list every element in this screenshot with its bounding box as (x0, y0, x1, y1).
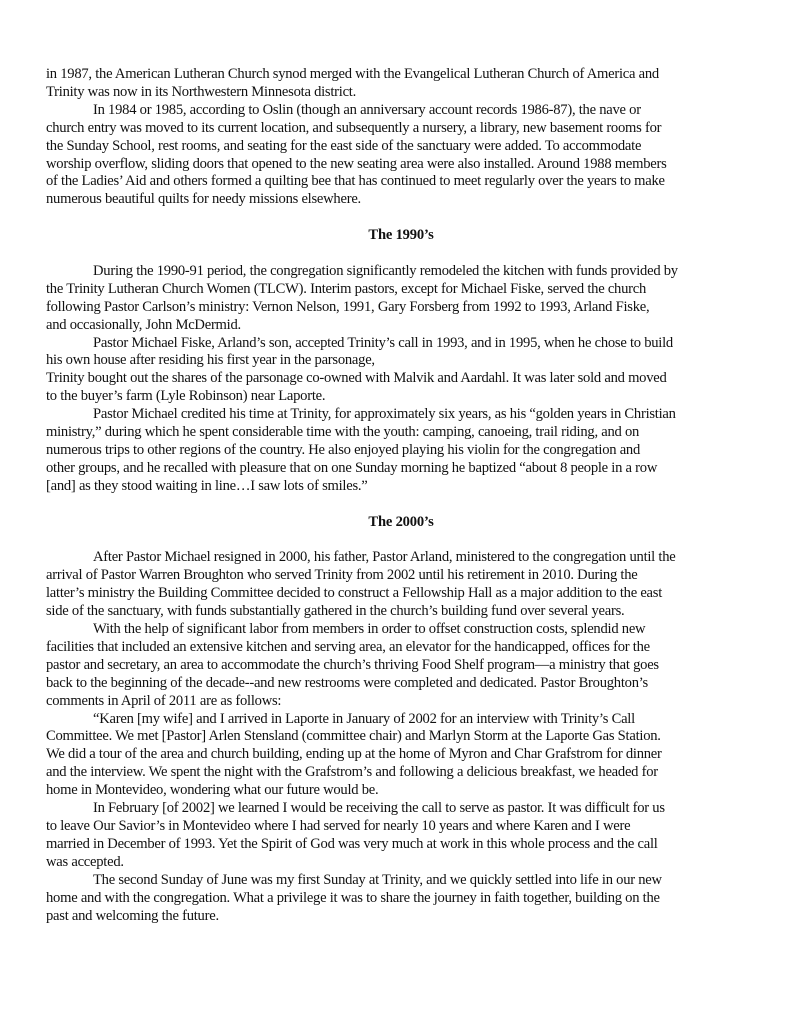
text-line: other groups, and he recalled with pleasure that on one Sunday morning he baptized “about 8 people in a row (46, 459, 658, 476)
spacer (46, 532, 756, 550)
text-line: pastor and secretary, an area to accommodate the church’s thriving Food Shelf program—a ministry that goes (46, 656, 659, 673)
text-line: married in December of 1993. Yet the Spirit of God was very much at work in this whole process and the call (46, 835, 658, 852)
text-line: to leave Our Savior’s in Montevideo where I had served for nearly 10 years and where Karen and I were (46, 818, 631, 834)
text-line: The second Sunday of June was my first Sunday at Trinity, and we quickly settled into life in our new (93, 871, 662, 888)
paragraph (46, 66, 756, 102)
text-line: was accepted. (46, 853, 124, 870)
text-line: After Pastor Michael resigned in 2000, his father, Pastor Arland, ministered to the congregation until the (93, 549, 676, 566)
text-line: in 1987, the American Lutheran Church synod merged with the Evangelical Lutheran Church of America and (46, 66, 659, 82)
text-line: back to the beginning of the decade--and new restrooms were completed and dedicated. Pastor Broughton’s (46, 674, 648, 691)
text-line: Trinity was now in its Northwestern Minnesota district. (46, 83, 356, 100)
paragraph (46, 549, 756, 621)
text-line: home in Montevideo, wondering what our future would be. (46, 782, 379, 799)
text-line: church entry was moved to its current location, and subsequently a nursery, a library, new basement rooms for (46, 119, 662, 136)
paragraph (46, 872, 756, 926)
text-line: following Pastor Carlson’s ministry: Vernon Nelson, 1991, Gary Forsberg from 1992 to 1993, Arland Fiske, (46, 298, 650, 315)
paragraph (46, 800, 756, 872)
text-line: and occasionally, John McDermid. (46, 316, 241, 333)
paragraph (46, 263, 756, 335)
text-line: facilities that included an extensive kitchen and serving area, an elevator for the handicapped, offices for the (46, 638, 650, 655)
text-line: In February [of 2002] we learned I would be receiving the call to serve as pastor. It was difficult for us (93, 800, 665, 817)
text-line: arrival of Pastor Warren Broughton who served Trinity from 2002 until his retirement in 2010. During the (46, 567, 638, 584)
section (46, 496, 756, 926)
text-line: to the buyer’s farm (Lyle Robinson) near Laporte. (46, 388, 326, 405)
text-line: “Karen [my wife] and I arrived in Laporte in January of 2002 for an interview with Trinity’s Call (93, 710, 635, 727)
text-line: numerous trips to other regions of the country. He also enjoyed playing his violin for the congregation and (46, 442, 641, 458)
text-line: [and] as they stood waiting in line…I saw lots of smiles.” (46, 477, 368, 494)
paragraph (46, 335, 756, 407)
text-line: comments in April of 2011 are as follows: (46, 692, 282, 709)
spacer (46, 496, 756, 514)
text-line: We did a tour of the area and church building, ending up at the home of Myron and Char Grafstrom for dinner (46, 746, 662, 763)
text-line: the Sunday School, rest rooms, and seating for the east side of the sanctuary were added. To accommodate (46, 137, 642, 154)
text-line: In 1984 or 1985, according to Oslin (though an anniversary account records 1986-87), the nave or (93, 101, 641, 118)
text-line: side of the sanctuary, with funds substantially gathered in the church’s building fund over several years. (46, 603, 625, 620)
text-line: Committee. We met [Pastor] Arlen Stensland (committee chair) and Marlyn Storm at the Laporte Gas Station. (46, 728, 661, 745)
text-line: past and welcoming the future. (46, 907, 219, 924)
text-line: With the help of significant labor from members in order to offset construction costs, splendid new (93, 621, 646, 638)
text-line: Trinity bought out the shares of the parsonage co-owned with Malvik and Aardahl. It was later sold and moved (46, 370, 667, 387)
document-page (46, 66, 756, 925)
paragraph (46, 621, 756, 711)
text-line: latter’s ministry the Building Committee decided to construct a Fellowship Hall as a major addition to the east (46, 585, 663, 602)
text-line: and the interview. We spent the night with the Grafstrom’s and following a delicious breakfast, we headed for (46, 764, 658, 781)
paragraph (46, 102, 756, 209)
text-line: numerous beautiful quilts for needy missions elsewhere. (46, 191, 361, 208)
text-line: of the Ladies’ Aid and others formed a quilting bee that has continued to meet regularly over the years to make (46, 173, 665, 190)
spacer (46, 209, 756, 227)
text-line: Pastor Michael credited his time at Trinity, for approximately six years, as his “golden years in Christian (93, 406, 676, 423)
text-line: the Trinity Lutheran Church Women (TLCW). Interim pastors, except for Michael Fiske, served the church (46, 280, 647, 297)
text-line: ministry,” during which he spent considerable time with the youth: camping, canoeing, trail riding, and on (46, 424, 640, 441)
section (46, 66, 756, 209)
section (46, 209, 756, 495)
text-line: worship overflow, sliding doors that opened to the new seating area were also installed. Around 1988 members (46, 155, 667, 172)
text-line: During the 1990-91 period, the congregation significantly remodeled the kitchen with funds provided by (93, 262, 678, 279)
section-heading: The 2000’s (368, 513, 434, 530)
paragraph (46, 711, 756, 801)
paragraph (46, 406, 756, 496)
text-line: home and with the congregation. What a privilege it was to share the journey in faith together, building on the (46, 889, 660, 906)
spacer (46, 245, 756, 263)
text-line: Pastor Michael Fiske, Arland’s son, accepted Trinity’s call in 1993, and in 1995, when he chose to build (93, 334, 673, 351)
section-heading: The 1990’s (368, 227, 434, 244)
text-line: his own house after residing his first year in the parsonage, (46, 352, 375, 369)
